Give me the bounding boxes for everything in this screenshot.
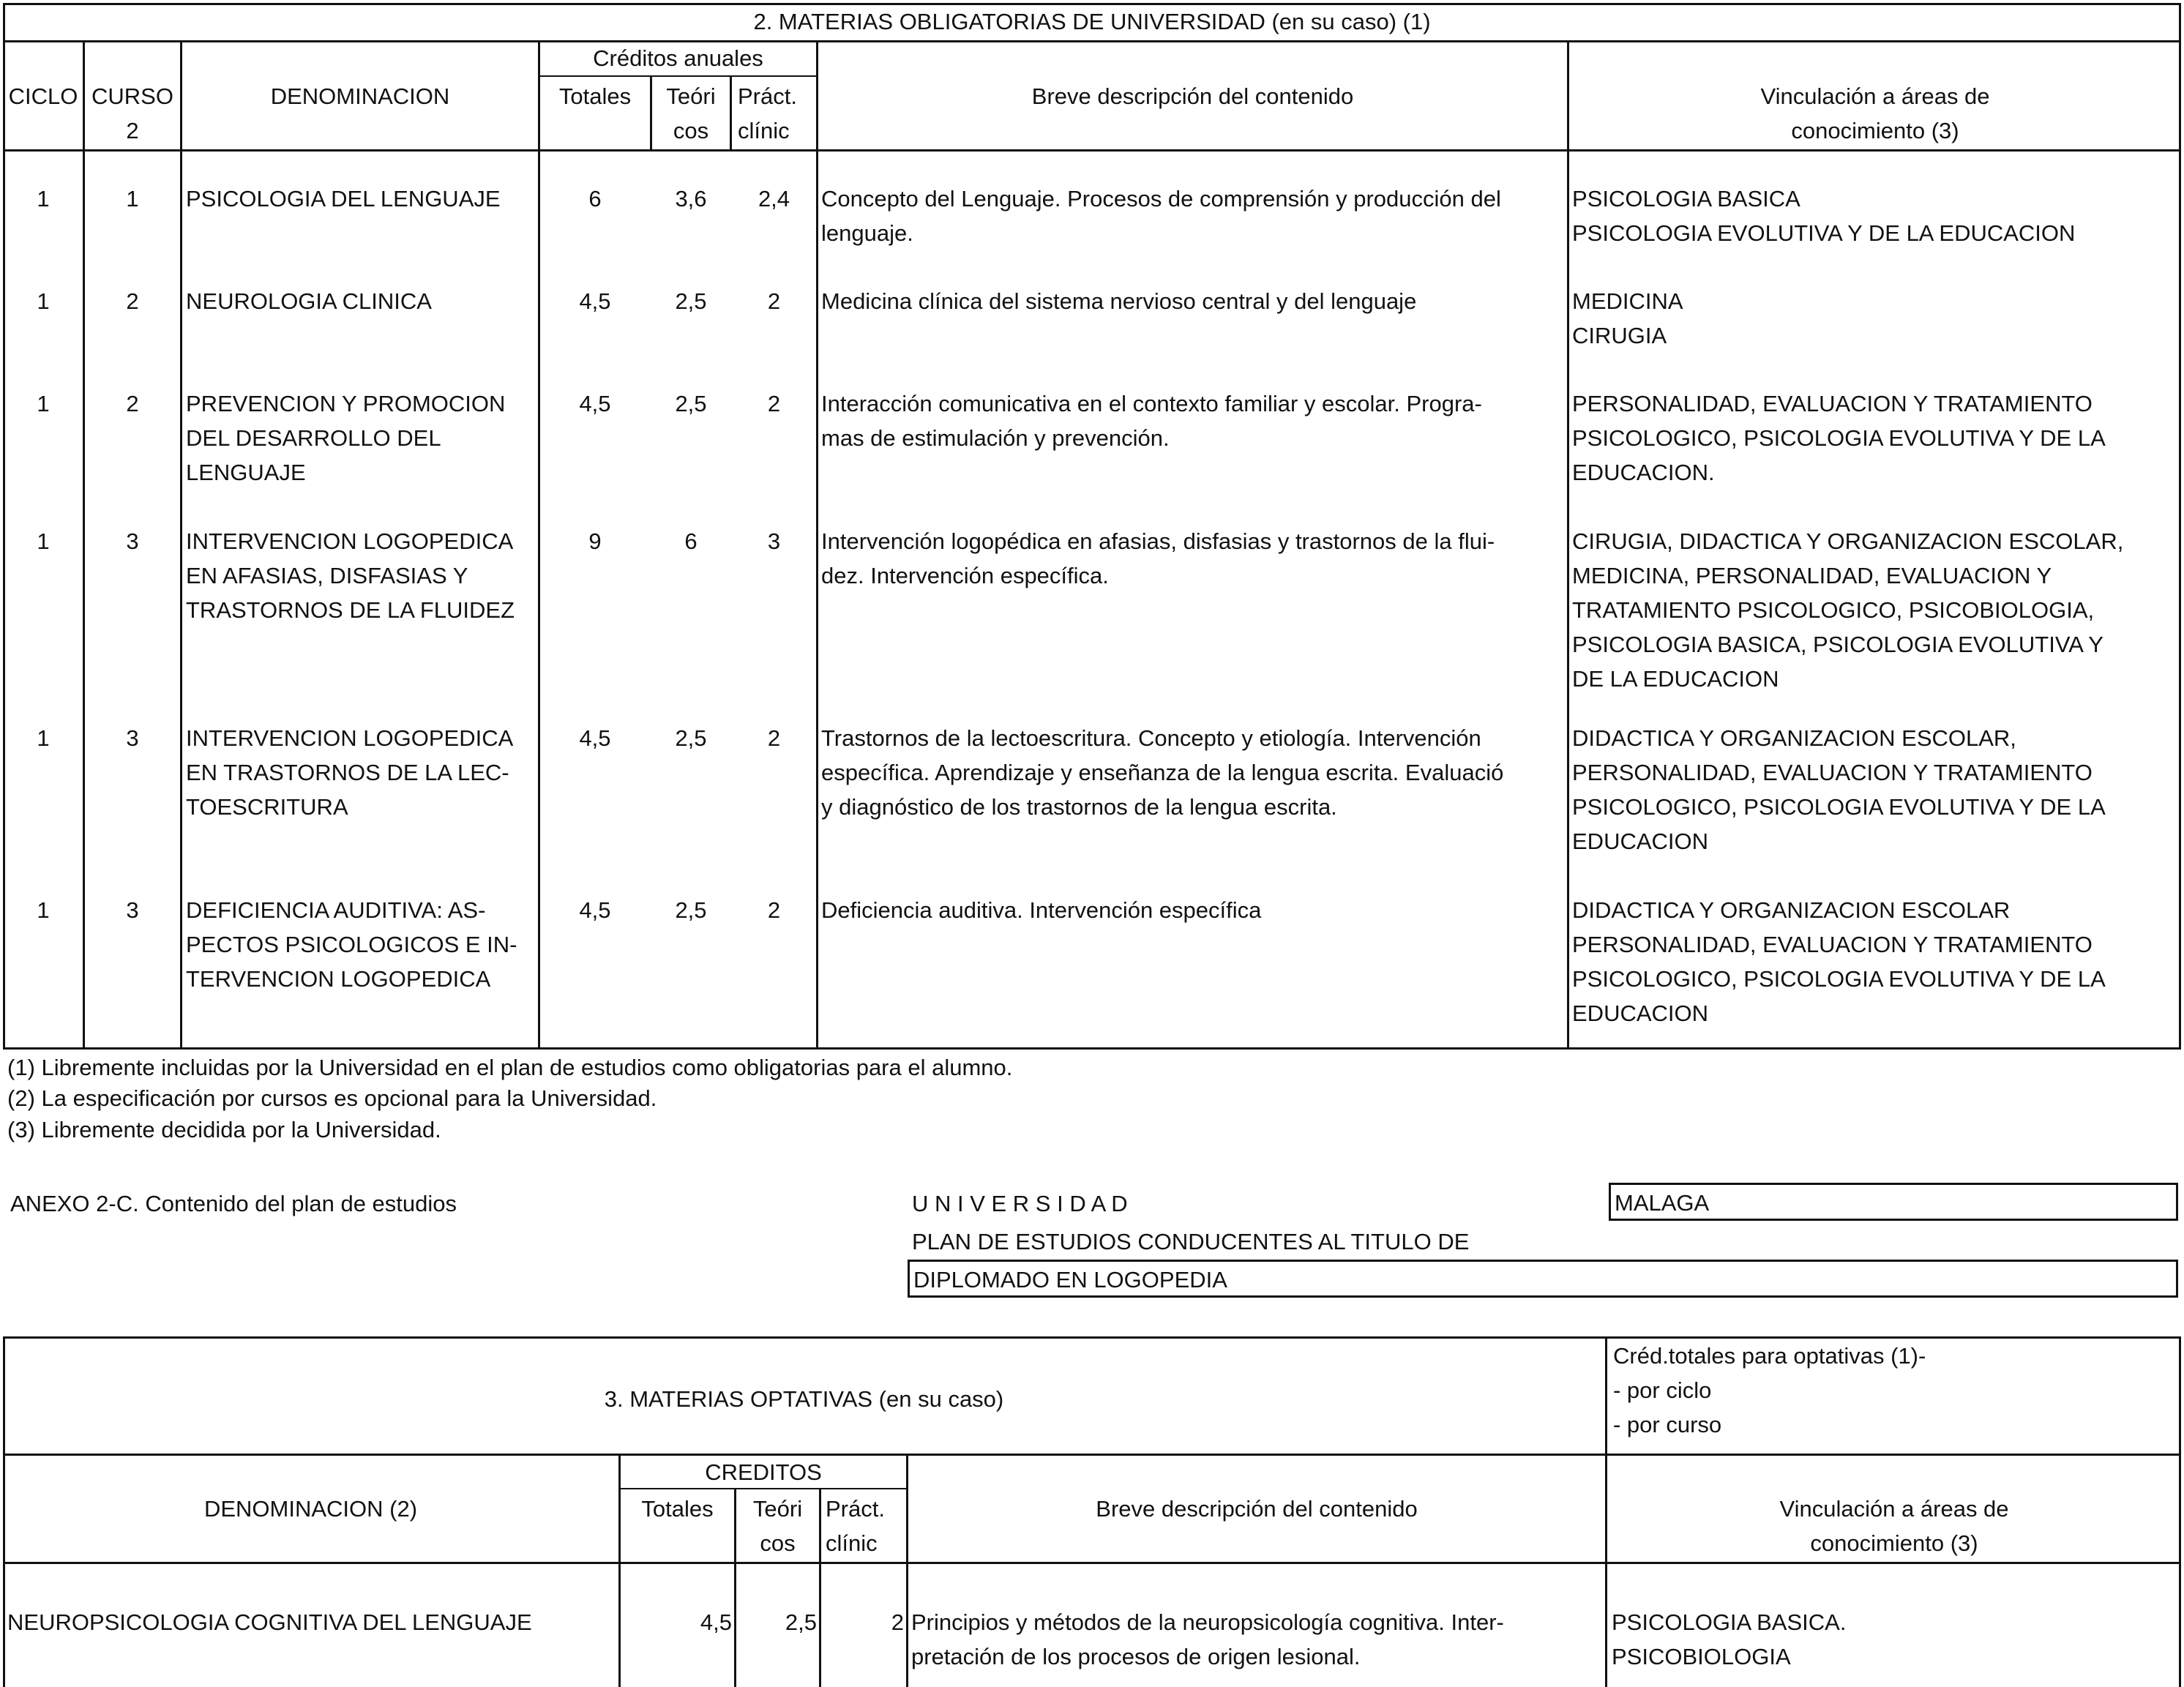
cell-vinculacion: PSICOLOGIA BASICA. PSICOBIOLOGIA	[1612, 1609, 1847, 1669]
header-creditos-anuales: Créditos anuales	[593, 45, 763, 71]
cell-teoricos: 2,5	[675, 391, 707, 416]
header-teoricos: Teóri cos	[752, 1496, 803, 1556]
col-rule	[730, 75, 732, 149]
cell-totales: 4,5	[700, 1609, 732, 1635]
header-descripcion: Breve descripción del contenido	[1096, 1496, 1418, 1522]
footnote: (1) Libremente incluidas por la Universidad en el plan de estudios como obligatorias para el alumno.	[7, 1055, 1013, 1080]
col-rule	[906, 1454, 908, 1687]
cell-ciclo: 1	[37, 391, 50, 416]
cell-curso: 3	[126, 725, 139, 751]
header-denominacion: DENOMINACION	[270, 83, 450, 109]
table2-header-rule	[3, 149, 2181, 152]
cell-ciclo: 1	[37, 897, 50, 923]
header-creditos: CREDITOS	[705, 1459, 822, 1485]
universidad-label: U N I V E R S I D A D	[912, 1191, 1128, 1216]
cell-ciclo: 1	[37, 725, 50, 751]
cell-teoricos: 6	[684, 528, 698, 554]
cell-descripcion: Interacción comunicativa en el contexto familiar y escolar. Progra- mas de estimulación y prevención.	[821, 391, 1482, 451]
cell-denominacion: DEFICIENCIA AUDITIVA: AS- PECTOS PSICOLOGICOS E IN- TERVENCION LOGOPEDICA	[186, 897, 517, 992]
header-descripcion: Breve descripción del contenido	[1031, 83, 1354, 109]
cell-vinculacion: PSICOLOGIA BASICA PSICOLOGIA EVOLUTIVA Y DE LA EDUCACION	[1572, 186, 2076, 246]
cell-denominacion: NEUROPSICOLOGIA COGNITIVA DEL LENGUAJE	[7, 1609, 532, 1635]
cell-practicos: 2	[767, 391, 781, 416]
cell-descripcion: Intervención logopédica en afasias, disfasias y trastornos de la flui- dez. Intervención específica.	[821, 528, 1495, 588]
footnote: (3) Libremente decidida por la Universidad.	[7, 1117, 441, 1142]
header-ciclo: CICLO	[8, 83, 78, 109]
cell-vinculacion: DIDACTICA Y ORGANIZACION ESCOLAR, PERSONALIDAD, EVALUACION Y TRATAMIENTO PSICOLOGICO, PSICOLOGIA EVOLUTIVA Y DE LA EDUCACION	[1572, 725, 2106, 854]
cell-teoricos: 2,5	[675, 725, 707, 751]
cell-practicos: 2,4	[758, 186, 790, 212]
cell-curso: 2	[126, 288, 139, 314]
header-totales: Totales	[641, 1496, 714, 1522]
cell-teoricos: 2,5	[675, 288, 707, 314]
cell-curso: 3	[126, 528, 139, 554]
table3-header-rule	[3, 1562, 2181, 1564]
cell-vinculacion: PERSONALIDAD, EVALUACION Y TRATAMIENTO PSICOLOGICO, PSICOLOGIA EVOLUTIVA Y DE LA EDUCACION.	[1572, 391, 2106, 485]
cell-curso: 3	[126, 897, 139, 923]
header-denominacion: DENOMINACION (2)	[203, 1496, 418, 1522]
footnote: (2) La especificación por cursos es opcional para la Universidad.	[7, 1085, 657, 1111]
cell-denominacion: INTERVENCION LOGOPEDICA EN AFASIAS, DISFASIAS Y TRASTORNOS DE LA FLUIDEZ	[186, 528, 515, 623]
col-rule	[819, 1488, 821, 1687]
header-practicos: Práct. clínic	[738, 83, 797, 143]
cell-descripcion: Deficiencia auditiva. Intervención específica	[821, 897, 1262, 923]
cell-denominacion: PREVENCION Y PROMOCION DEL DESARROLLO DEL LENGUAJE	[186, 391, 506, 485]
cell-practicos: 2	[767, 725, 781, 751]
cell-descripcion: Principios y métodos de la neuropsicología cognitiva. Inter- pretación de los procesos de origen lesional.	[911, 1609, 1504, 1669]
cell-vinculacion: MEDICINA CIRUGIA	[1572, 288, 1683, 348]
cell-practicos: 2	[767, 288, 781, 314]
cell-descripcion: Concepto del Lenguaje. Procesos de comprensión y producción del lenguaje.	[821, 186, 1501, 246]
plan-label: PLAN DE ESTUDIOS CONDUCENTES AL TITULO DE	[912, 1229, 1470, 1254]
cell-totales: 9	[588, 528, 602, 554]
table2-title-rule	[3, 40, 2181, 42]
cell-totales: 4,5	[579, 897, 611, 923]
table3-title-rule	[3, 1454, 2181, 1456]
col-rule	[180, 40, 182, 1050]
header-totales: Totales	[558, 83, 632, 109]
header-vinculacion: Vinculación a áreas de conocimiento (3)	[1779, 1496, 2009, 1556]
table3-title: 3. MATERIAS OPTATIVAS (en su caso)	[604, 1386, 1004, 1412]
cell-descripcion: Medicina clínica del sistema nervioso central y del lenguaje	[821, 288, 1417, 314]
cell-totales: 4,5	[579, 391, 611, 416]
header-practicos: Práct. clínic	[826, 1496, 885, 1556]
cell-curso: 2	[126, 391, 139, 416]
cell-totales: 6	[588, 186, 602, 212]
cell-ciclo: 1	[37, 186, 50, 212]
cell-practicos: 2	[767, 897, 781, 923]
header-teoricos: Teóri cos	[666, 83, 716, 143]
header-curso: CURSO 2	[91, 83, 173, 143]
cell-practicos: 3	[767, 528, 781, 554]
cell-denominacion: NEUROLOGIA CLINICA	[186, 288, 432, 314]
cell-vinculacion: CIRUGIA, DIDACTICA Y ORGANIZACION ESCOLAR, MEDICINA, PERSONALIDAD, EVALUACION Y TRATAMIENTO PSICOLOGICO, PSICOBIOLOGIA, PSICOLOGIA BASICA, PSICOLOGIA EVOLUTIVA Y DE LA EDUCACION	[1572, 528, 2124, 692]
cell-totales: 4,5	[579, 288, 611, 314]
cell-practicos: 2	[891, 1609, 904, 1635]
header-vinculacion: Vinculación a áreas de conocimiento (3)	[1760, 83, 1990, 143]
cell-teoricos: 3,6	[675, 186, 707, 212]
cell-ciclo: 1	[37, 288, 50, 314]
creditos-totales-optativas: Créd.totales para optativas (1)- - por ciclo - por curso	[1613, 1343, 1926, 1437]
table2-title: 2. MATERIAS OBLIGATORIAS DE UNIVERSIDAD (en su caso) (1)	[753, 9, 1431, 34]
cell-ciclo: 1	[37, 528, 50, 554]
annex-label: ANEXO 2-C. Contenido del plan de estudios	[10, 1191, 457, 1216]
cell-teoricos: 2,5	[675, 897, 707, 923]
cell-denominacion: INTERVENCION LOGOPEDICA EN TRASTORNOS DE LA LEC- TOESCRITURA	[186, 725, 514, 820]
creditos-subheader-rule	[539, 75, 818, 77]
cell-vinculacion: DIDACTICA Y ORGANIZACION ESCOLAR PERSONALIDAD, EVALUACION Y TRATAMIENTO PSICOLOGICO, PSICOLOGIA EVOLUTIVA Y DE LA EDUCACION	[1572, 897, 2106, 1026]
cell-curso: 1	[126, 186, 139, 212]
universidad-value: MALAGA	[1615, 1190, 1710, 1216]
cell-teoricos: 2,5	[785, 1609, 817, 1635]
cell-denominacion: PSICOLOGIA DEL LENGUAJE	[186, 186, 501, 212]
col-rule	[816, 40, 818, 1050]
titulo-value: DIPLOMADO EN LOGOPEDIA	[913, 1267, 1227, 1293]
cell-descripcion: Trastornos de la lectoescritura. Concepto y etiología. Intervención específica. Aprendizaje y enseñanza de la lengua escrita. Evaluació y diagnóstico de los trastornos de la lengua escrita.	[821, 725, 1504, 820]
cell-totales: 4,5	[579, 725, 611, 751]
